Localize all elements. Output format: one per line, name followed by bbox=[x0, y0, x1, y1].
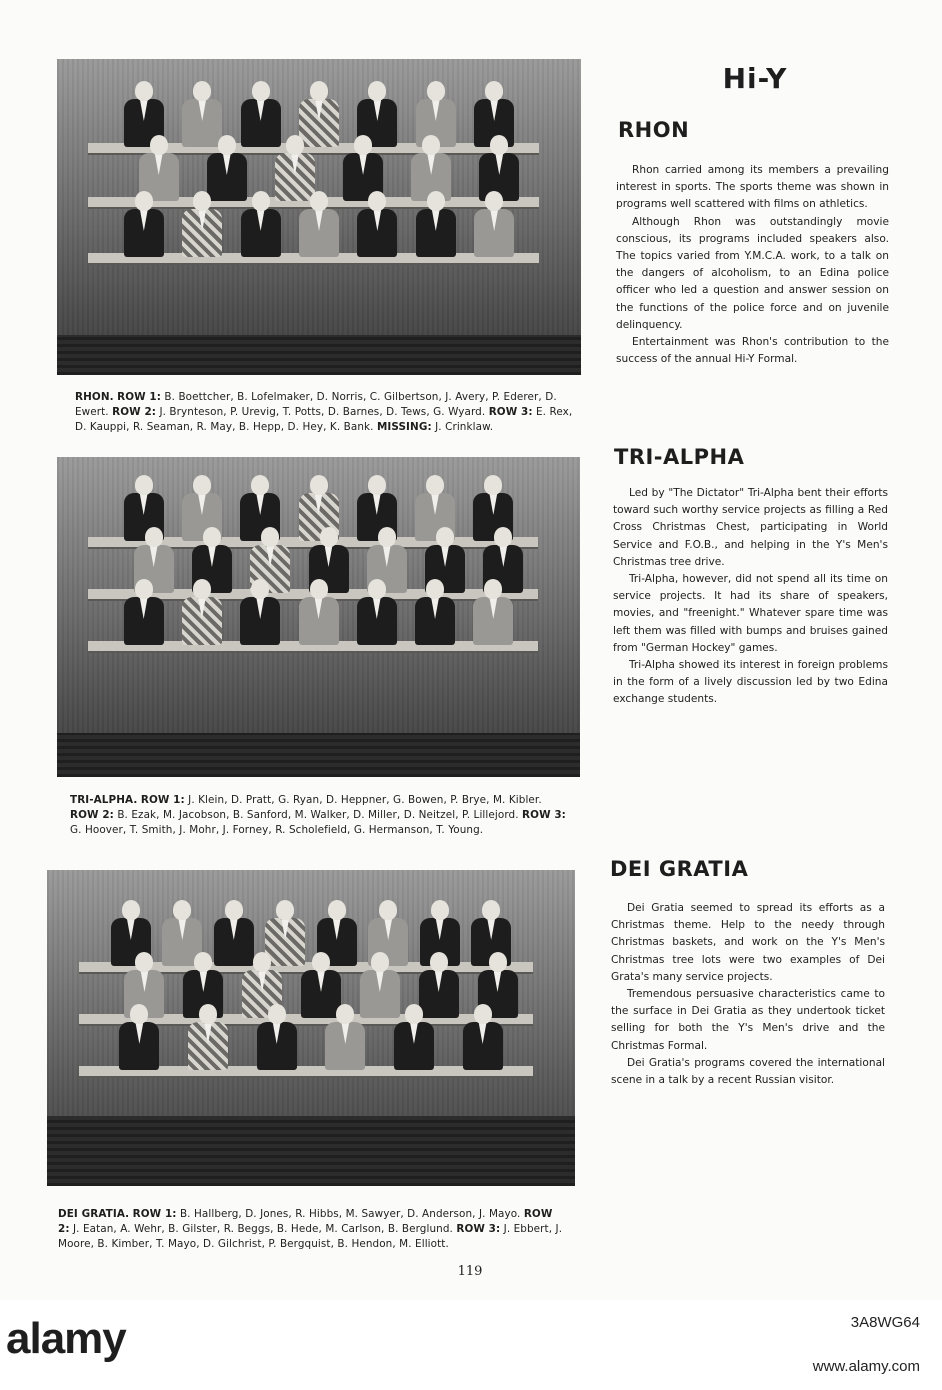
caption-club: TRI-ALPHA. bbox=[70, 794, 138, 806]
paragraph: Tri-Alpha showed its interest in foreign problems in the form of a lively discussion led by two Edina exchange students. bbox=[613, 659, 888, 706]
caption-row1-label: ROW 1: bbox=[117, 391, 161, 403]
club-member bbox=[471, 579, 515, 649]
page-title: Hi-Y bbox=[722, 62, 788, 95]
club-member bbox=[238, 579, 282, 649]
club-member bbox=[186, 1004, 230, 1074]
deigratia-heading: DEI GRATIA bbox=[610, 857, 749, 881]
club-member bbox=[122, 579, 166, 649]
caption-club: RHON. bbox=[75, 391, 114, 403]
paragraph: Tri-Alpha, however, did not spend all its time on service projects. It had its share of speakers, movies, and "freenight." Whatever spare time was left them was filled with bumps and bruises gained from "German Hockey" games. bbox=[613, 573, 888, 654]
deigratia-body bbox=[611, 900, 885, 1089]
club-member bbox=[255, 1004, 299, 1074]
trialpha-heading: TRI-ALPHA bbox=[614, 445, 745, 469]
caption-row3: E. Rex, D. Kauppi, R. Seaman, R. May, B. Hepp, D. Hey, K. Bank. bbox=[75, 406, 573, 433]
gym-floor bbox=[57, 335, 581, 375]
club-member bbox=[414, 191, 458, 261]
rhon-caption bbox=[75, 390, 575, 435]
image-id: 3A8WG64 bbox=[850, 1314, 920, 1331]
page-number: 119 bbox=[457, 1264, 483, 1279]
caption-row3-label: ROW 3: bbox=[456, 1223, 501, 1235]
caption-row1-label: ROW 1: bbox=[140, 794, 185, 806]
caption-row3-label: ROW 3: bbox=[488, 406, 533, 418]
club-member bbox=[392, 1004, 436, 1074]
caption-row2-label: ROW 2: bbox=[70, 809, 114, 821]
club-member bbox=[461, 1004, 505, 1074]
trialpha-group-photo bbox=[57, 457, 580, 777]
caption-row1-label: ROW 1: bbox=[132, 1208, 177, 1220]
alamy-logo: alamy bbox=[6, 1314, 126, 1363]
club-member bbox=[323, 1004, 367, 1074]
club-member bbox=[297, 191, 341, 261]
club-member bbox=[239, 191, 283, 261]
club-member bbox=[355, 579, 399, 649]
rhon-heading: RHON bbox=[618, 118, 690, 142]
club-member bbox=[122, 191, 166, 261]
caption-row3-label: ROW 3: bbox=[522, 809, 566, 821]
watermark-footer bbox=[0, 1300, 942, 1390]
paragraph: Tremendous persuasive characteristics came to the surface in Dei Gratia as they undertook ticket selling for both the Y's Men's drive and the Christmas Formal. bbox=[611, 988, 885, 1052]
site-url: www.alamy.com bbox=[812, 1358, 920, 1375]
club-member bbox=[117, 1004, 161, 1074]
caption-row1: B. Boettcher, B. Lofelmaker, D. Norris, C. Gilbertson, J. Avery, P. Ederer, D. Ewert. bbox=[75, 391, 557, 418]
club-member bbox=[413, 579, 457, 649]
deigratia-group-photo bbox=[47, 870, 575, 1186]
trialpha-body bbox=[613, 485, 888, 709]
paragraph: Rhon carried among its members a prevailing interest in sports. The sports theme was shown in programs well scattered with films on athletics. bbox=[616, 164, 889, 211]
paragraph: Led by "The Dictator" Tri-Alpha bent their efforts toward such worthy service projects as filling a Red Cross Christmas Chest, participating in World Service and F.O.B., and helping in the Y's Men's Christmas tree drive. bbox=[613, 487, 888, 568]
rhon-group-photo bbox=[57, 59, 581, 375]
caption-row1: J. Klein, D. Pratt, G. Ryan, D. Heppner, G. Bowen, P. Brye, M. Kibler. bbox=[188, 794, 542, 806]
deigratia-caption bbox=[58, 1207, 564, 1252]
caption-row2-label: ROW 2: bbox=[112, 406, 157, 418]
caption-missing: J. Crinklaw. bbox=[435, 421, 494, 433]
caption-missing-label: MISSING: bbox=[376, 421, 432, 433]
paragraph: Dei Gratia seemed to spread its efforts as a Christmas theme. Help to the needy through Christmas baskets, and work on the Y's Men's Christmas tree lots were two examples of Dei Grata's many service projects. bbox=[611, 902, 885, 983]
paragraph: Entertainment was Rhon's contribution to the success of the annual Hi-Y Formal. bbox=[616, 336, 889, 366]
club-member bbox=[180, 579, 224, 649]
club-member bbox=[297, 579, 341, 649]
caption-row2: J. Eatan, A. Wehr, B. Gilster, R. Beggs, B. Hede, M. Carlson, B. Berglund. bbox=[73, 1223, 453, 1235]
caption-club: DEI GRATIA. bbox=[58, 1208, 130, 1220]
paragraph: Although Rhon was outstandingly movie conscious, its programs included speakers also. The topics varied from Y.M.C.A. work, to a talk on the dangers of alcoholism, to an Edina police officer who led a question and answer session on the functions of the police force and on juvenile delinquency. bbox=[616, 215, 889, 331]
trialpha-caption bbox=[70, 793, 572, 838]
caption-row3: G. Hoover, T. Smith, J. Mohr, J. Forney, R. Scholefield, G. Hermanson, T. Young. bbox=[70, 824, 484, 836]
caption-row2-label: ROW 2: bbox=[58, 1208, 553, 1235]
caption-row2: J. Brynteson, P. Urevig, T. Potts, D. Barnes, D. Tews, G. Wyard. bbox=[159, 406, 486, 418]
club-member bbox=[355, 191, 399, 261]
club-member bbox=[472, 191, 516, 261]
caption-row1: B. Hallberg, D. Jones, R. Hibbs, M. Sawyer, D. Anderson, J. Mayo. bbox=[179, 1208, 521, 1220]
caption-row3: J. Ebbert, J. Moore, B. Kimber, T. Mayo, D. Gilchrist, P. Bergquist, B. Hendon, M. Elliott. bbox=[58, 1223, 563, 1250]
paragraph: Dei Gratia's programs covered the international scene in a talk by a recent Russian visitor. bbox=[611, 1056, 885, 1087]
club-member bbox=[180, 191, 224, 261]
gym-floor bbox=[57, 733, 580, 777]
caption-row2: B. Ezak, M. Jacobson, B. Sanford, M. Walker, D. Miller, D. Neitzel, P. Lillejord. bbox=[117, 809, 519, 821]
gym-floor bbox=[47, 1116, 575, 1186]
rhon-body bbox=[616, 162, 889, 368]
